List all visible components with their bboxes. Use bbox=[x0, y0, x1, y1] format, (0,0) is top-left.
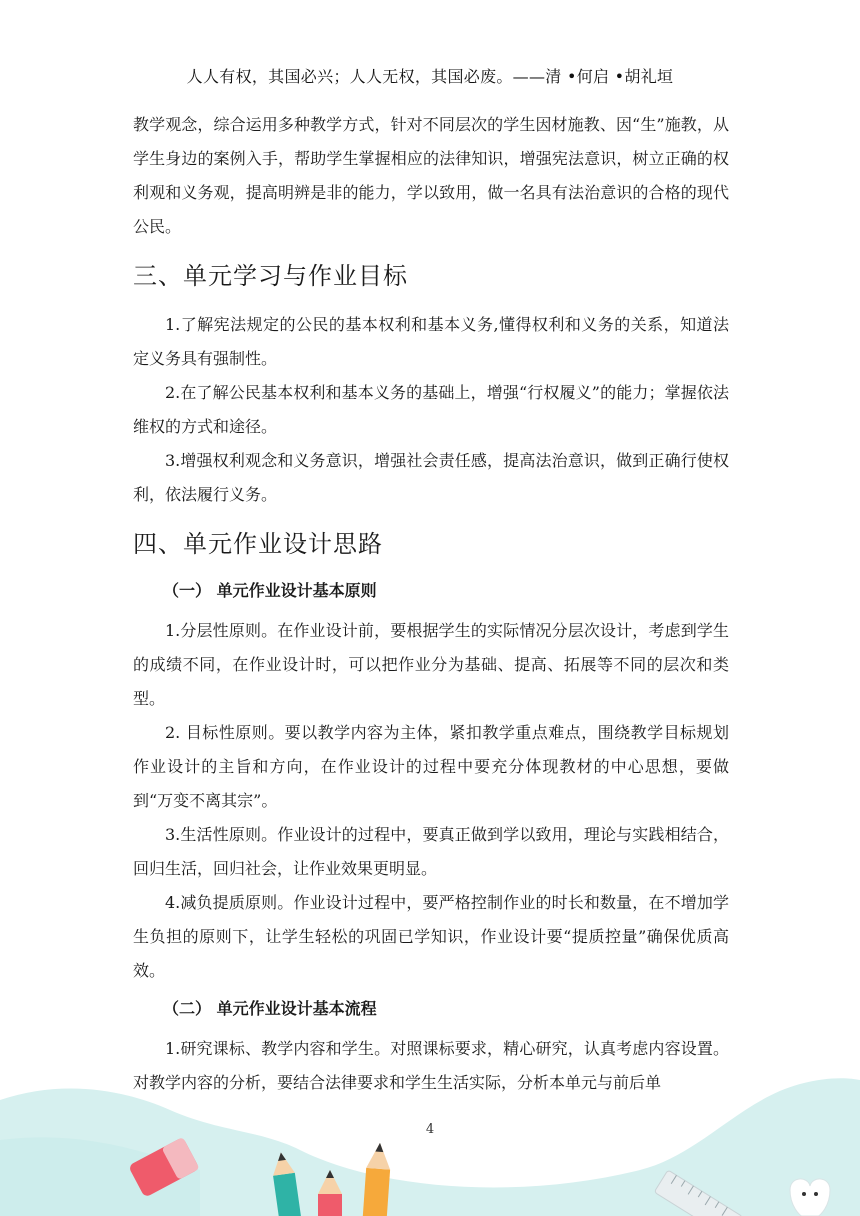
subsection-heading: （一） 单元作业设计基本原则 bbox=[163, 581, 377, 600]
header-quote: 人人有权，其国必兴；人人无权，其国必废。——清 •何启 •胡礼垣 bbox=[186, 67, 674, 86]
section-heading: 四、单元作业设计思路 bbox=[133, 530, 383, 558]
pencil-icon bbox=[362, 1142, 392, 1216]
list-item: 1.了解宪法规定的公民的基本权利和基本义务,懂得权利和义务的关系，知道法定义务具有强制性。 bbox=[133, 315, 729, 368]
tooth-icon bbox=[790, 1179, 830, 1216]
list-item: 3.增强权利观念和义务意识，增强社会责任感，提高法治意识，做到正确行使权利，依法履行义务。 bbox=[133, 451, 729, 504]
footer-decoration bbox=[0, 1070, 860, 1216]
list-item: 1.研究课标、教学内容和学生。对照课标要求，精心研究，认真考虑内容设置。对教学内容的分析，要结合法律要求和学生生活实际，分析本单元与前后单 bbox=[133, 1039, 729, 1092]
list-item: 2.在了解公民基本权利和基本义务的基础上，增强“行权履义”的能力；掌握依法维权的方式和途径。 bbox=[133, 383, 729, 436]
list-item: 1.分层性原则。在作业设计前，要根据学生的实际情况分层次设计，考虑到学生的成绩不同，在作业设计时，可以把作业分为基础、提高、拓展等不同的层次和类型。 bbox=[133, 621, 729, 708]
page-content bbox=[133, 108, 729, 1100]
intro-paragraph: 教学观念，综合运用多种教学方式，针对不同层次的学生因材施教、因“生”施教，从学生身边的案例入手，帮助学生掌握相应的法律知识，增强宪法意识，树立正确的权利观和义务观，提高明辨是非的能力，学以致用，做一名具有法治意识的合格的现代公民。 bbox=[133, 115, 729, 236]
list-item: 2. 目标性原则。要以教学内容为主体，紧扣教学重点难点，围绕教学目标规划作业设计的主旨和方向，在作业设计的过程中要充分体现教材的中心思想，要做到“万变不离其宗”。 bbox=[133, 723, 729, 810]
subsection-heading: （二） 单元作业设计基本流程 bbox=[163, 999, 377, 1018]
section-heading: 三、单元学习与作业目标 bbox=[133, 262, 408, 290]
list-item: 4.减负提质原则。作业设计过程中，要严格控制作业的时长和数量，在不增加学生负担的原则下，让学生轻松的巩固已学知识，作业设计要“提质控量”确保优质高效。 bbox=[133, 893, 729, 980]
list-item: 3.生活性原则。作业设计的过程中，要真正做到学以致用，理论与实践相结合，回归生活，回归社会，让作业效果更明显。 bbox=[133, 825, 729, 878]
page-number: 4 bbox=[425, 1122, 435, 1137]
